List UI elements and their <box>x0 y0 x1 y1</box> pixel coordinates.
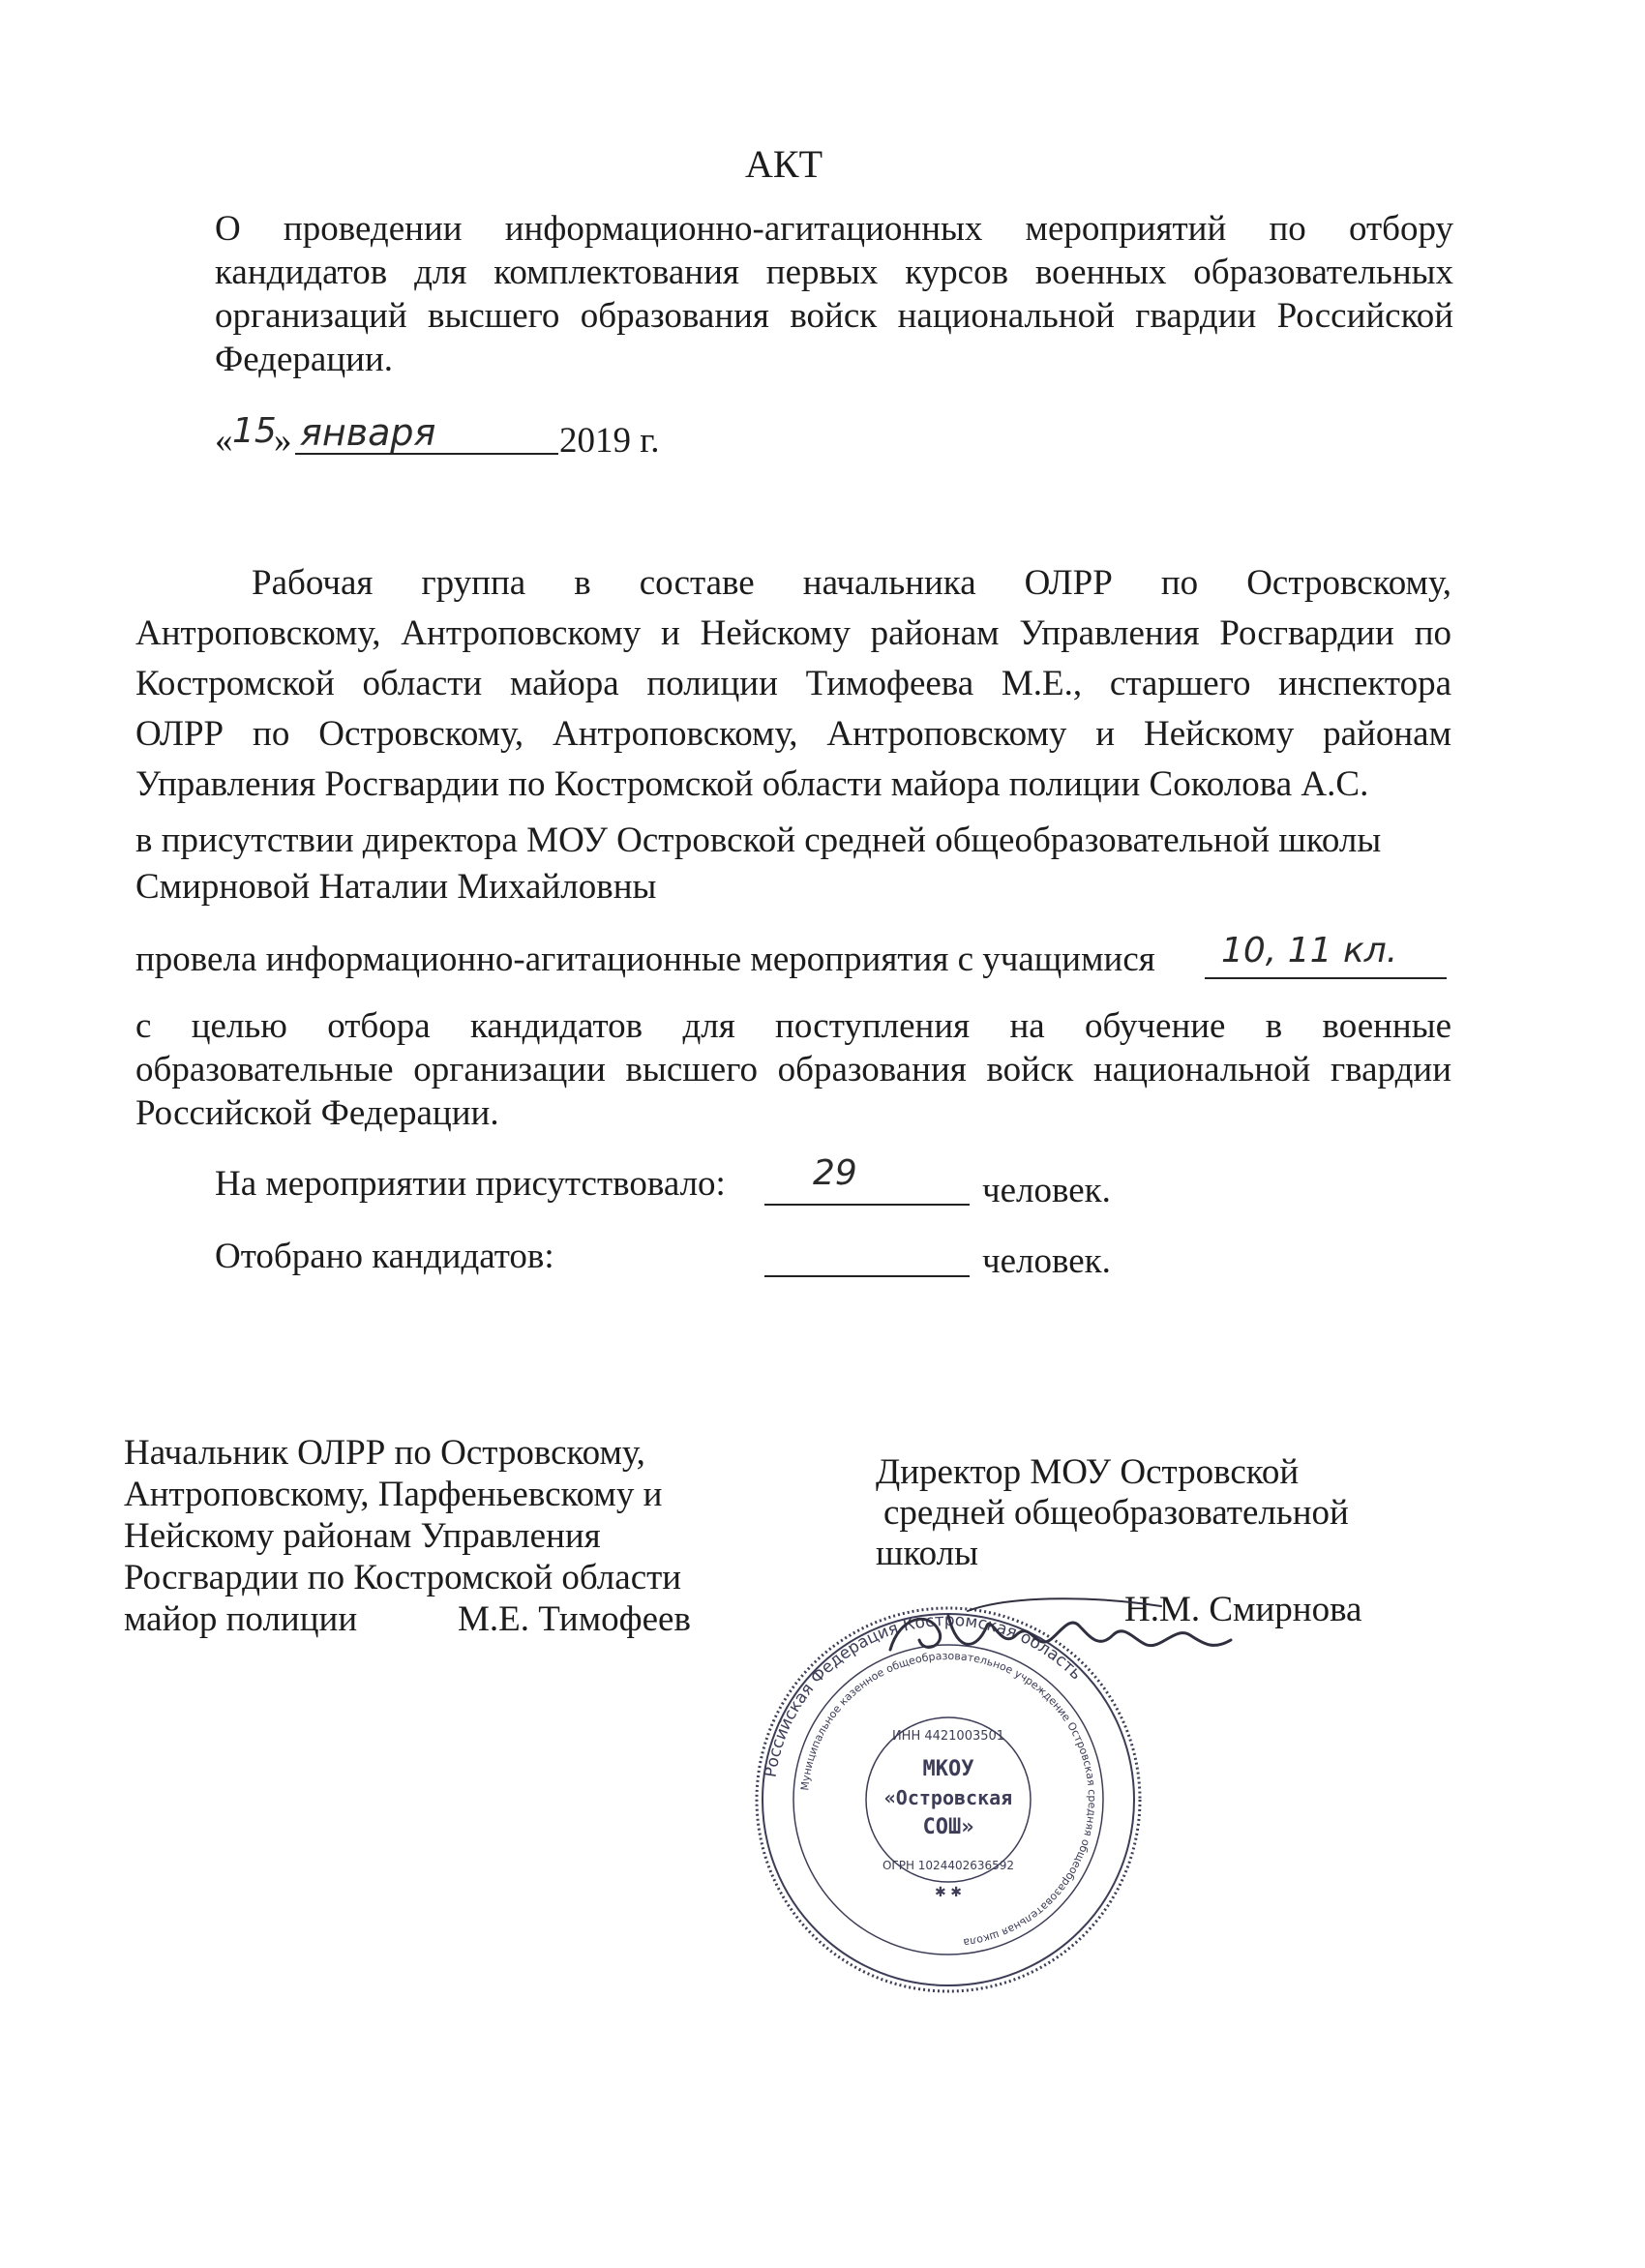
attended-label: На мероприятии присутствовало: <box>215 1164 726 1204</box>
conducted-underline <box>1205 977 1447 979</box>
body-paragraph <box>135 565 1451 817</box>
subject-line: кандидатов для комплектования первых курсов военных образовательных <box>215 253 1453 292</box>
body-line: Костромской области майора полиции Тимофеева М.Е., старшего инспектора <box>135 664 1451 703</box>
stamp-inn: ИНН 4421003501 <box>891 1729 1005 1744</box>
right-signature-name: Н.М. Смирнова <box>1124 1590 1362 1629</box>
stamp-ogrn: ОГРН 1024402636592 <box>882 1859 1015 1872</box>
left-signature-name: М.Е. Тимофеев <box>458 1599 691 1639</box>
selected-underline <box>764 1275 970 1277</box>
subject-block <box>215 211 1453 385</box>
document-title: АКТ <box>745 142 822 186</box>
body-line: Управления Росгвардии по Костромской области майора полиции Соколова А.С. <box>135 764 1369 804</box>
date-day: 15 <box>232 411 277 451</box>
presence-line: в присутствии директора МОУ Островской средней общеобразовательной школы <box>135 821 1382 860</box>
date-year: 2019 г. <box>559 421 660 461</box>
stamp-center-line-1: МКОУ <box>922 1757 974 1781</box>
attended-unit: человек. <box>982 1171 1111 1210</box>
date-month: января <box>300 411 436 454</box>
subject-line: О проведении информационно-агитационных мероприятий по отбору <box>215 209 1453 249</box>
selected-label: Отобрано кандидатов: <box>215 1237 554 1276</box>
purpose-line: с целью отбора кандидатов для поступления на обучение в военные <box>135 1006 1451 1046</box>
stamp-outer-ring-text: Российская Федерация Костромская область <box>761 1610 1086 1779</box>
left-signature-rank: майор полиции <box>124 1599 358 1639</box>
left-signature-line: Начальник ОЛРР по Островскому, <box>124 1433 645 1473</box>
left-signature-line: Антроповскому, Парфеньевскому и <box>124 1475 663 1514</box>
purpose-block <box>135 1008 1451 1139</box>
body-line: Рабочая группа в составе начальника ОЛРР по Островскому, <box>252 563 1451 603</box>
subject-line: организаций высшего образования войск национальной гвардии Российской <box>215 296 1453 336</box>
left-signature-block <box>124 1435 724 1643</box>
stamp-center-line-3: СОШ» <box>922 1815 974 1839</box>
left-signature-line: Росгвардии по Костромской области <box>124 1558 682 1597</box>
left-signature-line: Нейскому районам Управления <box>124 1516 601 1556</box>
date-close-quote: » <box>274 421 292 461</box>
director-handwritten-signature <box>871 1558 1258 1693</box>
attended-value: 29 <box>813 1153 857 1193</box>
right-signature-line: Директор МОУ Островской <box>876 1452 1300 1492</box>
purpose-line: образовательные организации высшего образования войск национальной гвардии <box>135 1050 1451 1089</box>
body-line: Антроповскому, Антроповскому и Нейскому районам Управления Росгвардии по <box>135 613 1451 653</box>
subject-line: Федерации. <box>215 340 393 379</box>
conducted-classes: 10, 11 кл. <box>1221 931 1398 970</box>
purpose-line: Российской Федерации. <box>135 1093 499 1133</box>
body-line: ОЛРР по Островскому, Антроповскому, Антроповскому и Нейскому районам <box>135 714 1451 754</box>
stamp-inner-ring-text: Муниципальное казенное общеобразовательное учреждение Островская средняя общеобразовательная школа <box>798 1649 1099 1950</box>
date-open-quote: « <box>215 421 233 461</box>
stamp-center-line-2: «Островская <box>883 1786 1013 1809</box>
stamp-star-icon: ✱ ✱ <box>935 1885 962 1900</box>
presence-line: Смирновой Наталии Михайловны <box>135 867 657 907</box>
conducted-text: провела информационно-агитационные мероприятия с учащимися <box>135 940 1155 979</box>
right-signature-line: средней общеобразовательной <box>883 1493 1349 1533</box>
attended-underline <box>764 1204 970 1206</box>
presence-block <box>135 822 1451 915</box>
selected-unit: человек. <box>982 1241 1111 1281</box>
right-signature-line: школы <box>876 1534 978 1573</box>
